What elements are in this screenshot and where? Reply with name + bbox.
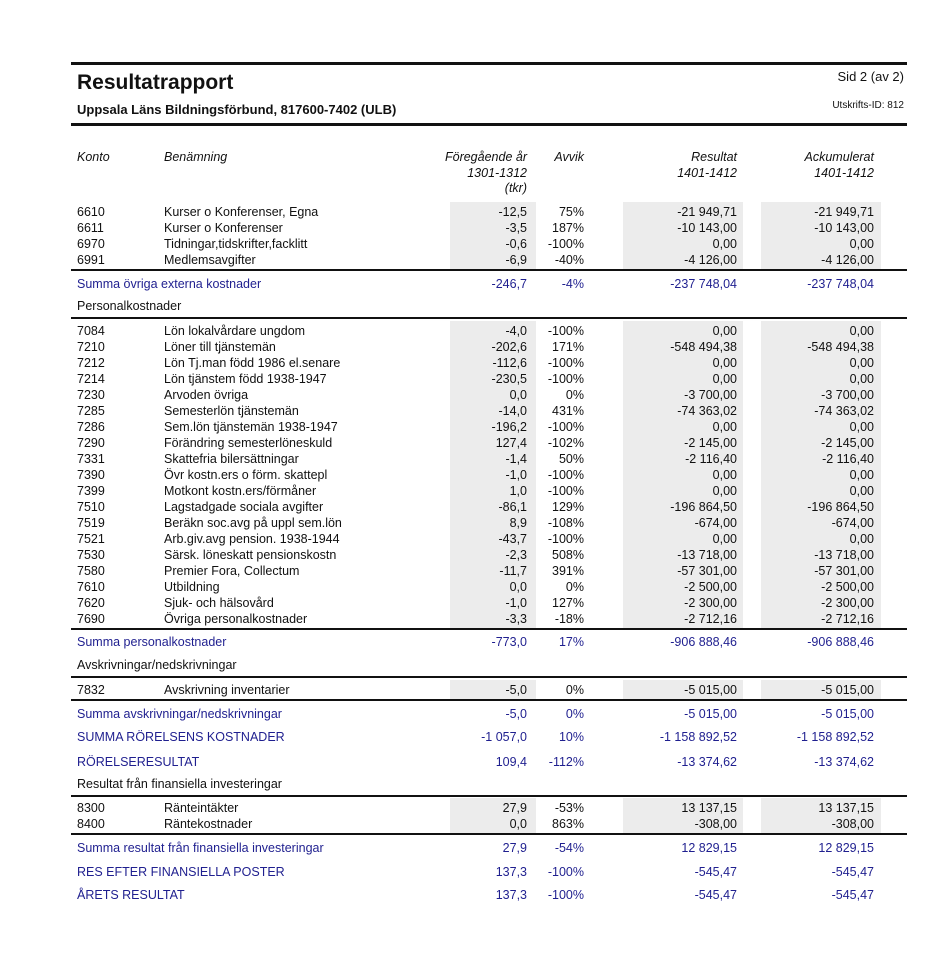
- accumulated-value: -21 949,71: [814, 205, 874, 219]
- previous-year-value: -1,0: [505, 468, 527, 482]
- sum-result: -545,47: [694, 888, 737, 902]
- previous-year-value: -12,5: [498, 205, 527, 219]
- accumulated-value: -13 718,00: [814, 548, 874, 562]
- sum-row: [0, 729, 948, 745]
- previous-year-value: -6,9: [505, 253, 527, 267]
- accumulated-value: 13 137,15: [818, 801, 874, 815]
- accumulated-value: -2 116,40: [822, 452, 874, 466]
- previous-year-value: 1,0: [509, 484, 527, 498]
- table-row: [0, 816, 948, 832]
- accumulated-value: -2 500,00: [821, 580, 874, 594]
- account-name: Övriga personalkostnader: [164, 612, 308, 626]
- account-name: Beräkn soc.avg på uppl sem.lön: [164, 516, 342, 530]
- deviation-value: 0%: [565, 683, 584, 697]
- deviation-value: 508%: [552, 548, 584, 562]
- previous-year-value: 27,9: [502, 801, 527, 815]
- account-name: Arb.giv.avg pension. 1938-1944: [164, 532, 340, 546]
- previous-year-value: 0,0: [509, 580, 527, 594]
- deviation-value: -100%: [547, 356, 584, 370]
- sum-result: -13 374,62: [677, 755, 737, 769]
- accumulated-value: -3 700,00: [821, 388, 874, 402]
- account-name: Tidningar,tidskrifter,facklitt: [164, 237, 308, 251]
- account-number: 8300: [77, 801, 105, 815]
- account-name: Kurser o Konferenser, Egna: [164, 205, 319, 219]
- col-header-benamning: Benämning: [164, 150, 228, 164]
- sum-deviation: -54%: [554, 841, 584, 855]
- deviation-value: 863%: [552, 817, 584, 831]
- previous-year-value: -1,4: [505, 452, 527, 466]
- section-heading: Avskrivningar/nedskrivningar: [77, 658, 237, 672]
- deviation-value: 0%: [565, 580, 584, 594]
- sum-deviation: -4%: [561, 277, 584, 291]
- account-number: 7290: [77, 436, 105, 450]
- sum-result: 12 829,15: [681, 841, 737, 855]
- table-row: [0, 252, 948, 268]
- sum-accumulated: -545,47: [831, 865, 874, 879]
- previous-year-value: -1,0: [505, 596, 527, 610]
- account-number: 7286: [77, 420, 105, 434]
- sum-result: -545,47: [694, 865, 737, 879]
- sum-accumulated: 12 829,15: [818, 841, 874, 855]
- account-number: 7390: [77, 468, 105, 482]
- result-value: -21 949,71: [677, 205, 737, 219]
- sum-label: Summa övriga externa kostnader: [77, 277, 262, 291]
- result-value: -308,00: [694, 817, 737, 831]
- sum-accumulated: -906 888,46: [807, 635, 874, 649]
- account-name: Förändring semesterlöneskuld: [164, 436, 333, 450]
- account-number: 7230: [77, 388, 105, 402]
- sum-row: [0, 754, 948, 770]
- previous-year-value: 8,9: [509, 516, 527, 530]
- table-row: [0, 531, 948, 547]
- previous-year-value: -86,1: [498, 500, 527, 514]
- account-name: Särsk. löneskatt pensionskostn: [164, 548, 337, 562]
- account-name: Sem.lön tjänstemän 1938-1947: [164, 420, 338, 434]
- previous-year-value: 0,0: [509, 817, 527, 831]
- sum-label: RES EFTER FINANSIELLA POSTER: [77, 865, 285, 879]
- table-row: [0, 563, 948, 579]
- sum-previous-year: 109,4: [495, 755, 527, 769]
- result-value: -548 494,38: [670, 340, 737, 354]
- section-rule: [71, 833, 907, 835]
- previous-year-value: 127,4: [495, 436, 527, 450]
- table-row: [0, 483, 948, 499]
- col-header-ackumulerat: Ackumulerat 1401-1412: [804, 150, 874, 180]
- sum-deviation: 10%: [558, 730, 584, 744]
- account-number: 7519: [77, 516, 105, 530]
- deviation-value: -100%: [547, 420, 584, 434]
- previous-year-value: -14,0: [498, 404, 527, 418]
- deviation-value: -108%: [547, 516, 584, 530]
- previous-year-value: -230,5: [491, 372, 527, 386]
- deviation-value: 391%: [552, 564, 584, 578]
- previous-year-value: -2,3: [505, 548, 527, 562]
- table-row: [0, 579, 948, 595]
- result-value: -2 712,16: [684, 612, 737, 626]
- deviation-value: -40%: [554, 253, 584, 267]
- result-value: 0,00: [712, 532, 737, 546]
- account-number: 7580: [77, 564, 105, 578]
- accumulated-value: 0,00: [849, 468, 874, 482]
- table-row: [0, 419, 948, 435]
- account-name: Arvoden övriga: [164, 388, 249, 402]
- deviation-value: -100%: [547, 468, 584, 482]
- result-value: 0,00: [712, 420, 737, 434]
- result-value: 0,00: [712, 468, 737, 482]
- accumulated-value: -57 301,00: [814, 564, 874, 578]
- sum-previous-year: -5,0: [505, 707, 527, 721]
- accumulated-value: 0,00: [849, 372, 874, 386]
- deviation-value: -100%: [547, 372, 584, 386]
- account-name: Avskrivning inventarier: [164, 683, 290, 697]
- account-number: 8400: [77, 817, 105, 831]
- sum-accumulated: -1 158 892,52: [796, 730, 874, 744]
- accumulated-value: -2 712,16: [821, 612, 874, 626]
- col-header-avvik: Avvik: [554, 150, 584, 164]
- result-value: -674,00: [694, 516, 737, 530]
- sum-row: [0, 864, 948, 880]
- account-number: 7620: [77, 596, 105, 610]
- sum-previous-year: -246,7: [491, 277, 527, 291]
- accumulated-value: -74 363,02: [814, 404, 874, 418]
- sum-label: Summa personalkostnader: [77, 635, 227, 649]
- account-number: 7832: [77, 683, 105, 697]
- previous-year-value: 0,0: [509, 388, 527, 402]
- page-indicator: Sid 2 (av 2): [837, 69, 904, 84]
- account-name: Premier Fora, Collectum: [164, 564, 300, 578]
- sum-row: [0, 634, 948, 650]
- accumulated-value: 0,00: [849, 484, 874, 498]
- account-name: Lön Tj.man född 1986 el.senare: [164, 356, 341, 370]
- sum-previous-year: -1 057,0: [481, 730, 527, 744]
- sum-row: [0, 276, 948, 292]
- deviation-value: 50%: [558, 452, 584, 466]
- table-row: [0, 387, 948, 403]
- sum-deviation: -100%: [547, 888, 584, 902]
- previous-year-value: -4,0: [505, 324, 527, 338]
- section-heading: Resultat från finansiella investeringar: [77, 777, 282, 791]
- sum-label: ÅRETS RESULTAT: [77, 888, 185, 902]
- deviation-value: -102%: [547, 436, 584, 450]
- account-number: 6970: [77, 237, 105, 251]
- accumulated-value: 0,00: [849, 237, 874, 251]
- account-number: 6610: [77, 205, 105, 219]
- deviation-value: 0%: [565, 388, 584, 402]
- deviation-value: 187%: [552, 221, 584, 235]
- deviation-value: -53%: [554, 801, 584, 815]
- result-value: 13 137,15: [681, 801, 737, 815]
- accumulated-value: 0,00: [849, 324, 874, 338]
- table-row: [0, 204, 948, 220]
- result-value: -10 143,00: [677, 221, 737, 235]
- result-value: -2 300,00: [684, 596, 737, 610]
- organization-name: Uppsala Läns Bildningsförbund, 817600-7402 (ULB): [77, 102, 397, 117]
- table-row: [0, 499, 948, 515]
- previous-year-value: -112,6: [492, 356, 527, 370]
- sum-previous-year: 137,3: [495, 888, 527, 902]
- result-value: -2 500,00: [684, 580, 737, 594]
- accumulated-value: 0,00: [849, 356, 874, 370]
- sum-accumulated: -545,47: [831, 888, 874, 902]
- account-name: Lön tjänstem född 1938-1947: [164, 372, 327, 386]
- section-rule: [71, 628, 907, 630]
- accumulated-value: -5 015,00: [821, 683, 874, 697]
- account-number: 7530: [77, 548, 105, 562]
- deviation-value: 129%: [552, 500, 584, 514]
- table-row: [0, 595, 948, 611]
- table-row: [0, 682, 948, 698]
- sum-deviation: -100%: [547, 865, 584, 879]
- accumulated-value: -674,00: [831, 516, 874, 530]
- previous-year-value: -0,6: [505, 237, 527, 251]
- deviation-value: 75%: [558, 205, 584, 219]
- col-header-konto: Konto: [77, 150, 110, 164]
- report-title: Resultatrapport: [77, 71, 234, 94]
- account-number: 7399: [77, 484, 105, 498]
- table-row: [0, 323, 948, 339]
- account-name: Medlemsavgifter: [164, 253, 256, 267]
- sum-accumulated: -5 015,00: [821, 707, 874, 721]
- deviation-value: -100%: [547, 237, 584, 251]
- sum-result: -1 158 892,52: [659, 730, 737, 744]
- table-row: [0, 435, 948, 451]
- previous-year-value: -11,7: [499, 564, 527, 578]
- header-rule: [71, 123, 907, 126]
- table-row: [0, 451, 948, 467]
- sum-previous-year: 27,9: [502, 841, 527, 855]
- sum-label: SUMMA RÖRELSENS KOSTNADER: [77, 730, 285, 744]
- sum-row: [0, 840, 948, 856]
- account-number: 7214: [77, 372, 105, 386]
- account-number: 7285: [77, 404, 105, 418]
- sum-row: [0, 887, 948, 903]
- table-row: [0, 547, 948, 563]
- previous-year-value: -202,6: [491, 340, 527, 354]
- print-id: Utskrifts-ID: 812: [832, 100, 904, 111]
- sum-previous-year: -773,0: [491, 635, 527, 649]
- sum-result: -5 015,00: [684, 707, 737, 721]
- section-rule: [71, 676, 907, 678]
- sum-result: -906 888,46: [670, 635, 737, 649]
- sum-label: Summa avskrivningar/nedskrivningar: [77, 707, 282, 721]
- account-name: Sjuk- och hälsovård: [164, 596, 274, 610]
- deviation-value: -100%: [547, 484, 584, 498]
- deviation-value: 127%: [552, 596, 584, 610]
- result-value: -3 700,00: [684, 388, 737, 402]
- accumulated-value: 0,00: [849, 420, 874, 434]
- account-name: Lön lokalvårdare ungdom: [164, 324, 306, 338]
- result-value: -2 116,40: [685, 452, 737, 466]
- top-rule: [71, 62, 907, 65]
- account-name: Ränteintäkter: [164, 801, 239, 815]
- col-header-foregaende: Föregående år 1301-1312 (tkr): [444, 150, 527, 195]
- table-row: [0, 220, 948, 236]
- accumulated-value: -196 864,50: [807, 500, 874, 514]
- accumulated-value: 0,00: [849, 532, 874, 546]
- account-number: 7610: [77, 580, 105, 594]
- section-heading: Personalkostnader: [77, 299, 182, 313]
- result-value: 0,00: [712, 372, 737, 386]
- result-value: 0,00: [712, 324, 737, 338]
- section-rule: [71, 699, 907, 701]
- table-row: [0, 339, 948, 355]
- deviation-value: -100%: [547, 324, 584, 338]
- previous-year-value: -3,3: [505, 612, 527, 626]
- sum-deviation: 0%: [565, 707, 584, 721]
- result-value: -196 864,50: [670, 500, 737, 514]
- table-row: [0, 515, 948, 531]
- account-number: 7521: [77, 532, 105, 546]
- result-value: -5 015,00: [684, 683, 737, 697]
- sum-deviation: -112%: [548, 755, 584, 769]
- accumulated-value: -2 145,00: [821, 436, 874, 450]
- sum-row: [0, 706, 948, 722]
- result-value: -74 363,02: [677, 404, 737, 418]
- accumulated-value: -2 300,00: [821, 596, 874, 610]
- account-number: 7331: [77, 452, 105, 466]
- account-name: Motkont kostn.ers/förmåner: [164, 484, 317, 498]
- account-number: 7084: [77, 324, 105, 338]
- account-number: 7510: [77, 500, 105, 514]
- sum-previous-year: 137,3: [495, 865, 527, 879]
- account-number: 7212: [77, 356, 105, 370]
- deviation-value: -18%: [554, 612, 584, 626]
- table-row: [0, 467, 948, 483]
- account-name: Räntekostnader: [164, 817, 253, 831]
- accumulated-value: -4 126,00: [821, 253, 874, 267]
- account-name: Övr kostn.ers o förm. skattepl: [164, 468, 328, 482]
- deviation-value: 171%: [552, 340, 584, 354]
- account-number: 7210: [77, 340, 105, 354]
- result-value: 0,00: [712, 237, 737, 251]
- sum-deviation: 17%: [558, 635, 584, 649]
- accumulated-value: -308,00: [831, 817, 874, 831]
- account-number: 7690: [77, 612, 105, 626]
- section-rule: [71, 317, 907, 319]
- table-row: [0, 800, 948, 816]
- previous-year-value: -3,5: [505, 221, 527, 235]
- account-name: Lagstadgade sociala avgifter: [164, 500, 324, 514]
- previous-year-value: -43,7: [498, 532, 527, 546]
- result-value: -2 145,00: [684, 436, 737, 450]
- sum-accumulated: -237 748,04: [807, 277, 874, 291]
- section-rule: [71, 269, 907, 271]
- result-value: -4 126,00: [684, 253, 737, 267]
- deviation-value: 431%: [552, 404, 584, 418]
- table-row: [0, 371, 948, 387]
- result-value: -57 301,00: [677, 564, 737, 578]
- sum-label: RÖRELSERESULTAT: [77, 755, 200, 769]
- account-name: Semesterlön tjänstemän: [164, 404, 299, 418]
- account-name: Kurser o Konferenser: [164, 221, 283, 235]
- account-name: Skattefria bilersättningar: [164, 452, 299, 466]
- sum-label: Summa resultat från finansiella investeringar: [77, 841, 324, 855]
- sum-result: -237 748,04: [670, 277, 737, 291]
- account-number: 6991: [77, 253, 105, 267]
- previous-year-value: -196,2: [491, 420, 527, 434]
- result-value: 0,00: [712, 484, 737, 498]
- table-row: [0, 403, 948, 419]
- table-row: [0, 611, 948, 627]
- accumulated-value: -10 143,00: [814, 221, 874, 235]
- section-rule: [71, 795, 907, 797]
- account-number: 6611: [77, 221, 104, 235]
- account-name: Utbildning: [164, 580, 220, 594]
- deviation-value: -100%: [547, 532, 584, 546]
- col-header-resultat: Resultat 1401-1412: [677, 150, 737, 180]
- accumulated-value: -548 494,38: [807, 340, 874, 354]
- table-row: [0, 355, 948, 371]
- account-name: Löner till tjänstemän: [164, 340, 276, 354]
- previous-year-value: -5,0: [505, 683, 527, 697]
- table-row: [0, 236, 948, 252]
- sum-accumulated: -13 374,62: [814, 755, 874, 769]
- result-value: -13 718,00: [677, 548, 737, 562]
- result-value: 0,00: [712, 356, 737, 370]
